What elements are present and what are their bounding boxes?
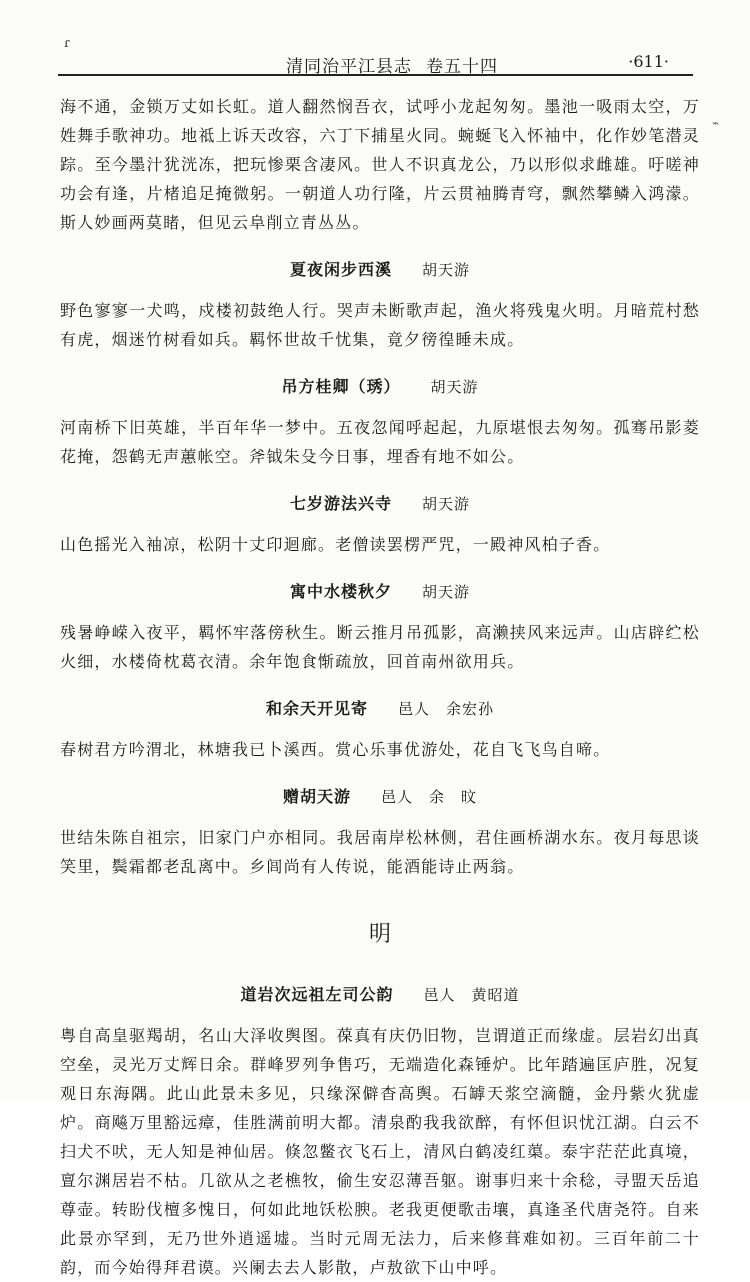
poem-heading	[60, 579, 700, 602]
poem-text: 山色摇光入袖凉，松阴十丈印迴廊。老僧读罢楞严咒，一殿神风柏子香。	[60, 535, 611, 554]
page-content	[60, 92, 700, 1282]
poem-author: 胡天游	[422, 261, 471, 279]
poem-author: 胡天游	[422, 495, 471, 513]
poem-text: 残暑峥嵘入夜平，羁怀牢落傍秋生。断云推月吊孤影，高濑挟风来远声。山店辟纻松火细，水楼倚枕葛衣清。余年饱食惭疏放，回首南州欲用兵。	[60, 623, 700, 671]
poem-author: 邑人 余 旼	[381, 788, 478, 806]
poem-heading	[60, 374, 700, 397]
poem-text: 河南桥下旧英雄，半百年华一梦中。五夜忽闻呼起起，九原堪恨去匆匆。孤骞吊影菱花掩，怨鹤无声蕙帐空。斧钺朱殳今日事，埋香有地不如公。	[60, 418, 700, 466]
poem-title: 和余天开见寄	[265, 699, 368, 718]
page-number: ·611·	[628, 52, 669, 71]
poem-heading	[60, 491, 700, 514]
poem-title: 夏夜闲步西溪	[289, 260, 392, 279]
poem-text: 春树君方吟渭北，林塘我已卜溪西。赏心乐事优游处，花自飞飞鸟自啼。	[60, 740, 611, 759]
poem-title: 道岩次远祖左司公韵	[240, 985, 394, 1004]
poem-heading	[60, 982, 700, 1005]
book-title: 清同治平江县志	[286, 57, 412, 77]
poem-author: 胡天游	[430, 378, 479, 396]
poem-author: 邑人 余宏孙	[398, 700, 495, 718]
poem-author: 胡天游	[422, 583, 471, 601]
opening-paragraph: 海不通，金锁万丈如长虹。道人翻然悯吾衣，试呼小龙起匆匆。墨池一吸雨太空，万姓舞手歌神功。地祗上诉天改容，六丁下捕星火同。蜿蜒飞入怀袖中，化作妙笔潜灵踪。至今墨汁犹洸冻，把玩惨栗含凄风。世人不识真龙公，乃以形似求雌雄。吁嗟神功会有逢，片楮追足掩微躬。一朝道人功行隆，片云贯袖腾青穹，飘然攀鳞入鸿濛。斯人妙画两莫睹，但见云阜削立青丛丛。	[60, 97, 700, 232]
margin-mark-right: ⌁	[712, 116, 720, 130]
poem-title: 赠胡天游	[282, 787, 351, 806]
poem-heading	[60, 784, 700, 807]
poem-heading	[60, 696, 700, 719]
poem-author: 邑人 黄昭道	[423, 986, 520, 1004]
dynasty-heading: 明	[368, 922, 391, 947]
poem-text: 粤自高皇驱羯胡，名山大泽收舆图。葆真有庆仍旧物，岂谓道正而缘虚。层岩幻出真空垒，灵光万丈辉日余。群峰罗列争售巧，无端造化森锤炉。比年踏遍匡庐胜，况复观日东海隅。此山此景未多见，只缘深僻杳高舆。石罅天浆空滴髓，金丹紫火犹虚炉。商飚万里豁远瘴，佳胜满前明大都。清泉酌我我欲醉，有怀但识忧江湖。白云不扫犬不吠，无人知是神仙居。倏忽鳖衣飞石上，清风白鹤凌红蕖。泰宇茫茫此真境，亶尔渊居岩不枯。几欲从之老樵牧，偷生安忍薄吾躯。谢事归来十余稔，寻盟天岳追尊壶。转盼伐檀多愧日，何如此地饫松腴。老我更便歌击壤，真逢圣代唐尧符。自来此景亦罕到，无乃世外逍遥墟。当时元周无法力，后来修葺难如初。三百年前二十韵，而今始得拜君谟。兴阑去去人影散，卢敖欲下山中呼。	[60, 1026, 700, 1277]
poem-text: 世结朱陈自祖宗，旧家门户亦相同。我居南岸松林侧，君住画桥湖水东。夜月每思谈笑里，鬓霜都老乱离中。乡闾尚有人传说，能酒能诗止两翁。	[60, 828, 700, 876]
running-title	[286, 52, 498, 77]
poem-title: 七岁游法兴寺	[289, 494, 392, 513]
volume-label: 卷五十四	[426, 57, 498, 77]
margin-mark-left: ɾ	[64, 36, 70, 51]
poem-heading	[60, 257, 700, 280]
poem-title: 寓中水楼秋夕	[289, 582, 392, 601]
poem-text: 野色寥寥一犬鸣，戍楼初鼓绝人行。哭声未断歌声起，渔火将残鬼火明。月暗荒村愁有虎，烟迷竹树看如兵。羁怀世故千忧集，竟夕徬徨睡未成。	[60, 301, 700, 349]
poem-title: 吊方桂卿（琇）	[281, 377, 401, 396]
running-header	[58, 40, 693, 76]
